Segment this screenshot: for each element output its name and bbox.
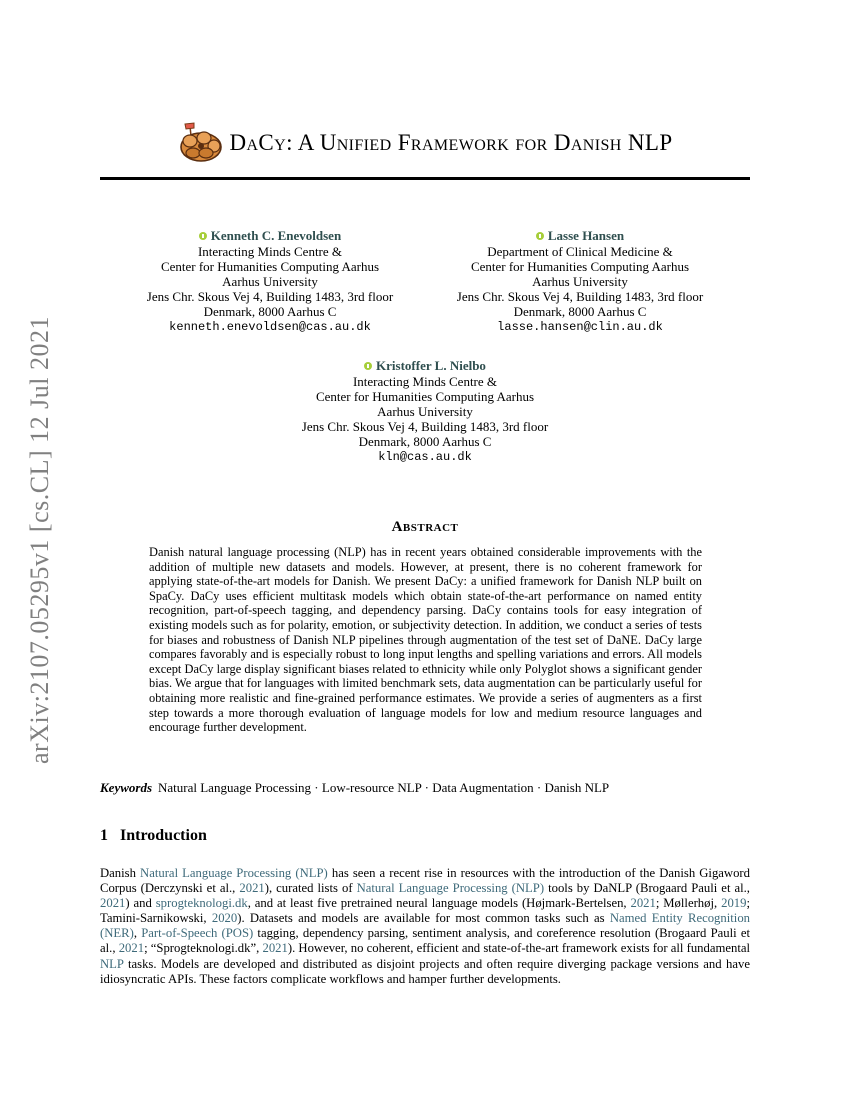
author-email[interactable]: kln@cas.au.dk <box>378 449 472 464</box>
text-run: tools by DaNLP (Brogaard Pauli et al., <box>544 881 750 896</box>
arxiv-identifier <box>20 305 60 775</box>
affiliation-line: Center for Humanities Computing Aarhus <box>470 258 690 274</box>
arxiv-identifier-text: arXiv:2107.05295v1 [cs.CL] 12 Jul 2021 <box>25 316 54 764</box>
text-run: tasks. Models are developed and distributed as disjoint projects and often require diverging package versions and have idiosyncratic APIs. These factors complicate workflows and hamper further developments. <box>100 956 750 986</box>
abstract-text: Danish natural language processing (NLP) has in recent years obtained considerable improvements with the addition of multiple new datasets and models. However, at present, there is no coherent framework for applying state-of-the-art models for Danish. We present DaCy: a unified framework for Danish NLP built on SpaCy. DaCy uses efficient multitask models which obtain state-of-the-art performance on named entity recognition, part-of-speech tagging, and dependency parsing. DaCy contains tools for easy integration of existing models such as for polarity, emotion, or subjectivity detection. In addition, we conduct a series of tests for biases and robustness of Danish NLP pipelines through augmentation of the test set of DaNE. DaCy large compares favorably and is especially robust to long input lengths and spelling variations and errors. All models except DaCy large display significant biases related to ethnicity while only Polyglot shows a significant gender bias. We argue that for languages with limited benchmark sets, data augmentation can be particularly useful for obtaining more realistic and fine-grained performance estimates. We provide a series of augmenters as a first step towards a more thorough evaluation of language models for low and medium resource languages and encourage further development. <box>149 545 702 735</box>
orcid-icon[interactable] <box>364 362 372 370</box>
acronym-link[interactable]: Natural Language Processing (NLP) <box>140 866 328 880</box>
acronym-link[interactable]: Natural Language Processing (NLP) <box>356 881 545 896</box>
text-run: ). Datasets and models are available for most common tasks such as <box>237 911 610 926</box>
author-name[interactable]: Lasse Hansen <box>536 228 624 243</box>
text-run: , <box>133 926 142 941</box>
author-block-2 <box>430 228 730 335</box>
affiliation-line: Denmark, 8000 Aarhus C <box>513 304 647 320</box>
author-name[interactable]: Kenneth C. Enevoldsen <box>199 228 341 243</box>
section-heading <box>100 827 207 845</box>
author-email[interactable]: kenneth.enevoldsen@cas.au.dk <box>169 319 371 334</box>
title-rule <box>100 177 750 180</box>
affiliation-line: Interacting Minds Centre & <box>197 243 343 259</box>
keywords <box>100 780 750 796</box>
dacy-logo-icon <box>177 122 223 164</box>
author-block-3 <box>275 358 575 465</box>
text-run: ) and <box>125 896 156 911</box>
acronym-link[interactable]: Part-of-Speech (POS) <box>141 926 254 941</box>
intro-paragraph <box>100 866 750 987</box>
citation-link[interactable]: 2019 <box>721 896 747 911</box>
text-run: ; Tamini-Sarnikowski, <box>100 896 750 926</box>
affiliation-line: Aarhus University <box>222 274 318 290</box>
citation-link[interactable]: 2021 <box>239 881 265 896</box>
citation-link[interactable]: 2021 <box>262 941 288 956</box>
abstract-heading: Abstract <box>391 519 459 535</box>
affiliation-line: Denmark, 8000 Aarhus C <box>203 304 337 320</box>
text-run: has seen a recent rise in resources with the introduction of the Danish Gigaword Corpus (Derczynski et al., <box>100 866 751 896</box>
text-run: tagging, dependency parsing, sentiment analysis, and coreference resolution (Brogaard Pauli et al., <box>100 926 751 956</box>
keywords-list: Natural Language Processing · Low-resource NLP · Data Augmentation · Danish NLP <box>158 780 610 795</box>
citation-link[interactable]: 2021 <box>100 896 126 911</box>
affiliation-line: Aarhus University <box>377 404 473 420</box>
text-run: , and at least five pretrained neural language models (Højmark-Bertelsen, <box>247 896 631 911</box>
text-run: Danish <box>100 866 141 880</box>
citation-link[interactable]: 2020 <box>211 911 238 926</box>
affiliation-line: Center for Humanities Computing Aarhus <box>160 258 380 274</box>
author-email[interactable]: lasse.hansen@clin.au.dk <box>497 319 663 334</box>
acronym-link[interactable]: NLP <box>100 956 124 971</box>
text-run: ), curated lists of <box>264 881 357 896</box>
title-row <box>100 118 750 168</box>
affiliation-line: Jens Chr. Skous Vej 4, Building 1483, 3rd floor <box>456 289 704 305</box>
affiliation-line: Jens Chr. Skous Vej 4, Building 1483, 3rd floor <box>301 419 549 435</box>
text-run: ; “Sprogteknologi.dk”, <box>144 941 263 956</box>
affiliation-line: Aarhus University <box>532 274 628 290</box>
affiliation-line: Interacting Minds Centre & <box>352 373 498 389</box>
orcid-icon[interactable] <box>536 232 544 240</box>
text-run: ; Møllerhøj, <box>655 896 722 911</box>
paper-title: DaCy: A Unified Framework for Danish NLP <box>229 130 673 155</box>
orcid-icon[interactable] <box>199 232 207 240</box>
text-run: ). However, no coherent, efficient and state-of-the-art framework exists for all fundamental <box>287 941 751 956</box>
author-block-1 <box>120 228 420 335</box>
affiliation-line: Denmark, 8000 Aarhus C <box>358 434 492 450</box>
affiliation-line: Jens Chr. Skous Vej 4, Building 1483, 3rd floor <box>146 289 394 305</box>
citation-link[interactable]: 2021 <box>118 941 145 956</box>
author-name[interactable]: Kristoffer L. Nielbo <box>364 358 486 373</box>
section-number: 1 <box>100 827 108 844</box>
affiliation-line: Department of Clinical Medicine & <box>487 243 673 259</box>
citation-link[interactable]: 2021 <box>630 896 656 911</box>
url-link[interactable]: sprogteknologi.dk <box>155 896 248 911</box>
keywords-label: Keywords <box>100 780 152 795</box>
section-title: Introduction <box>120 827 207 844</box>
affiliation-line: Center for Humanities Computing Aarhus <box>315 388 535 404</box>
acronym-link[interactable]: Named Entity Recognition (NER) <box>100 911 751 941</box>
